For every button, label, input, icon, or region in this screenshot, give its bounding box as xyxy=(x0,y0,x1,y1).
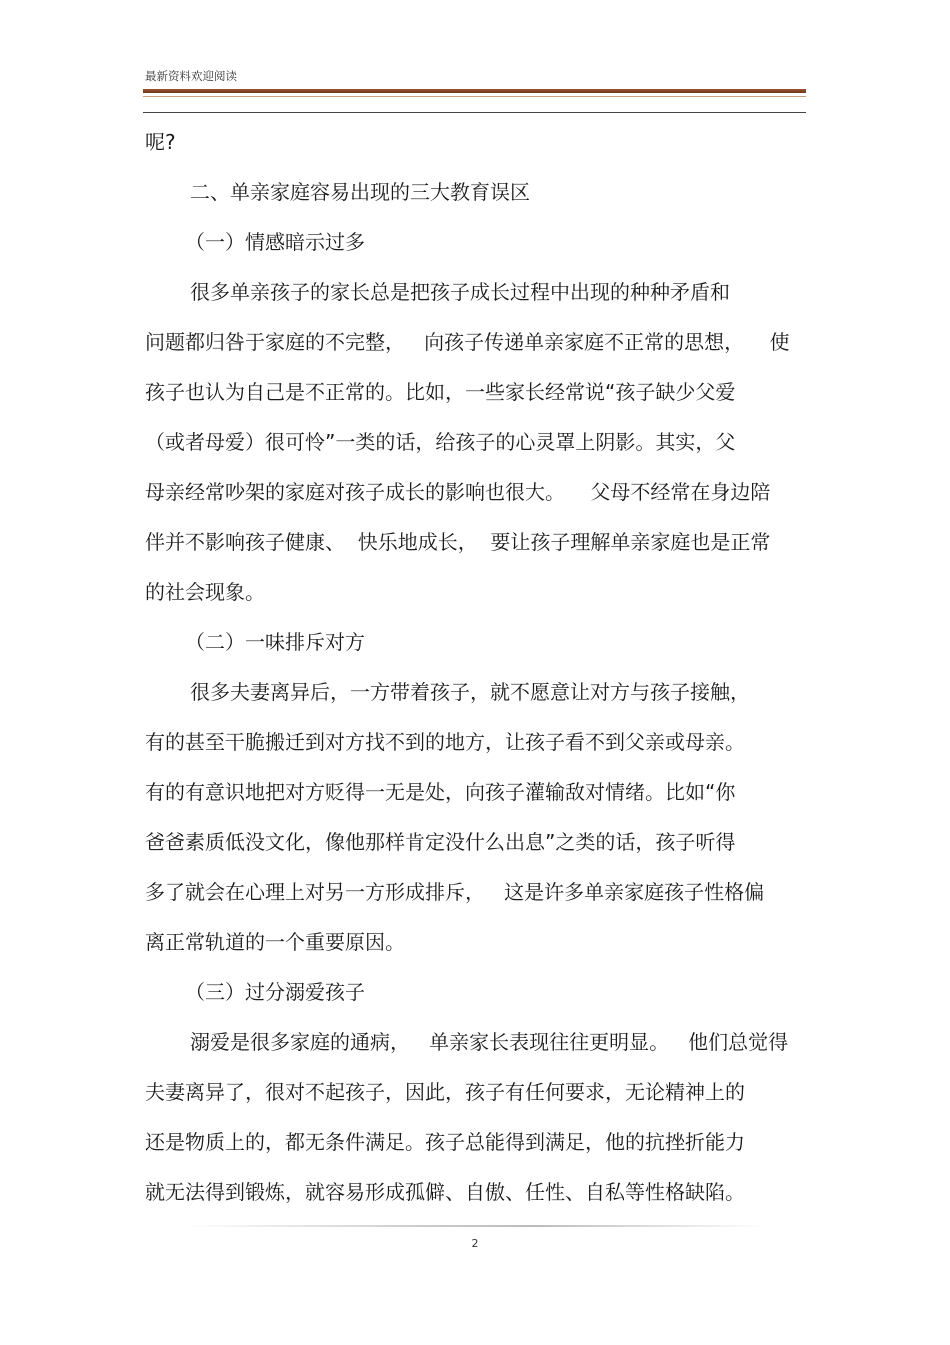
body-line: 有的有意识地把对方贬得一无是处，向孩子灌输敌对情绪。比如“你 xyxy=(145,780,736,804)
body-line: 还是物质上的，都无条件满足。孩子总能得到满足，他的抗挫折能力 xyxy=(145,1130,745,1154)
subsection-heading: （二）一味排斥对方 xyxy=(185,630,365,654)
body-line: 就无法得到锻炼，就容易形成孤僻、自傲、任性、自私等性格缺陷。 xyxy=(145,1180,745,1204)
body-line: 有的甚至干脆搬迁到对方找不到的地方，让孩子看不到父亲或母亲。 xyxy=(145,730,745,754)
subsection-heading: （三）过分溺爱孩子 xyxy=(185,980,365,1004)
body-line: 很多单亲孩子的家长总是把孩子成长过程中出现的种种矛盾和 xyxy=(190,280,730,304)
body-line: 伴并不影响孩子健康、 快乐地成长， 要让孩子理解单亲家庭也是正常 xyxy=(145,530,771,554)
body-line: 孩子也认为自己是不正常的。比如，一些家长经常说“孩子缺少父爱 xyxy=(145,380,736,404)
body-line: 的社会现象。 xyxy=(145,580,265,604)
body-line: 问题都归咎于家庭的不完整， 向孩子传递单亲家庭不正常的思想， 使 xyxy=(145,330,790,354)
header-rule-accent xyxy=(143,96,806,97)
body-line: 很多夫妻离异后，一方带着孩子，就不愿意让对方与孩子接触， xyxy=(190,680,750,704)
header-divider xyxy=(143,112,806,113)
body-line: 呢? xyxy=(145,130,176,154)
body-line: 母亲经常吵架的家庭对孩子成长的影响也很大。 父母不经常在身边陪 xyxy=(145,480,771,504)
section-heading: 二、单亲家庭容易出现的三大教育误区 xyxy=(190,180,530,204)
header-text: 最新资料欢迎阅读 xyxy=(145,69,237,83)
body-line: 多了就会在心理上对另一方形成排斥， 这是许多单亲家庭孩子性格偏 xyxy=(145,880,765,904)
subsection-heading: （一）情感暗示过多 xyxy=(185,230,365,254)
body-line: 爸爸素质低没文化，像他那样肯定没什么出息”之类的话，孩子听得 xyxy=(145,830,736,854)
header-rule xyxy=(143,89,806,93)
body-line: 溺爱是很多家庭的通病， 单亲家长表现往往更明显。 他们总觉得 xyxy=(190,1030,789,1054)
body-line: （或者母爱）很可怜”一类的话，给孩子的心灵罩上阴影。其实，父 xyxy=(145,430,736,454)
body-line: 夫妻离异了，很对不起孩子，因此，孩子有任何要求，无论精神上的 xyxy=(145,1080,745,1104)
page-number: 2 xyxy=(471,1237,479,1250)
body-line: 离正常轨道的一个重要原因。 xyxy=(145,930,405,954)
footer-divider xyxy=(184,1225,767,1227)
